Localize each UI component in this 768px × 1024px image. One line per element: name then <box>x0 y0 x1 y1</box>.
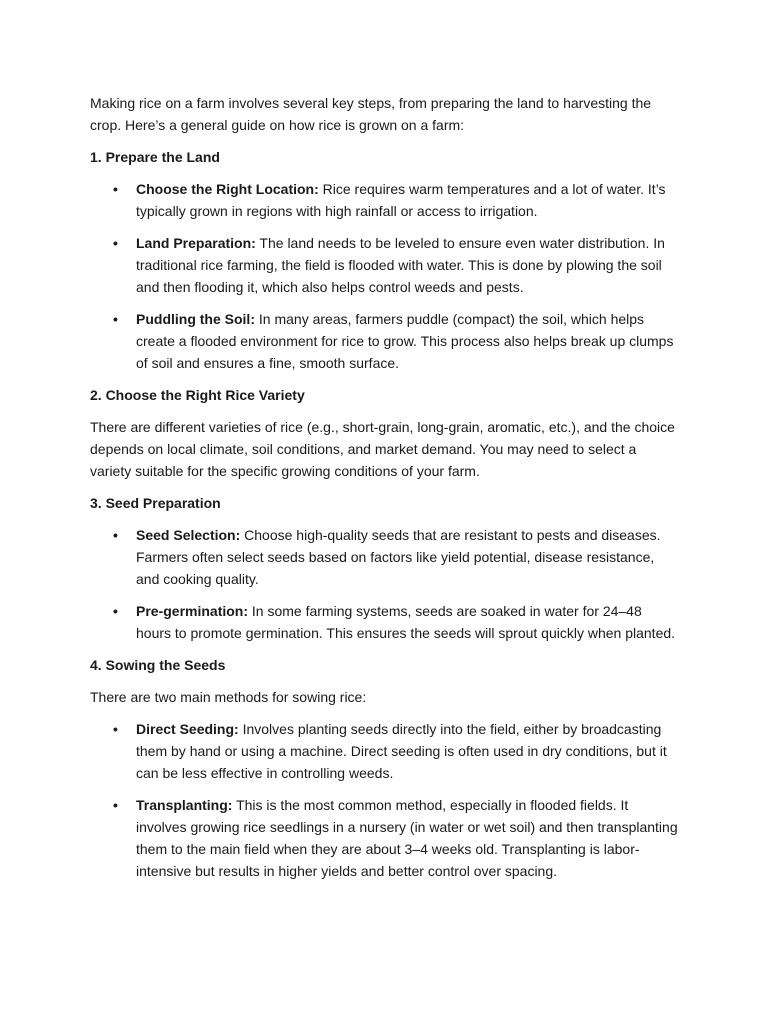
bullet-icon: • <box>113 311 118 327</box>
bullet-list-prepare-land <box>90 178 680 374</box>
bullet-icon: • <box>113 181 118 197</box>
section-heading-seed-preparation: 3. Seed Preparation <box>90 495 221 511</box>
list-item-text: Choose high-quality seeds that are resistant to pests and diseases. Farmers often select seeds based on factors like yield potential, disease resistance, and cooking quality. <box>136 527 661 587</box>
list-item <box>90 524 680 590</box>
list-item-term: Choose the Right Location: <box>136 181 319 197</box>
list-item-term: Direct Seeding: <box>136 721 239 737</box>
section-paragraph-sowing-seeds: There are two main methods for sowing rice: <box>90 689 367 705</box>
section-heading-prepare-land: 1. Prepare the Land <box>90 149 220 165</box>
bullet-icon: • <box>113 797 118 813</box>
list-item-text: In some farming systems, seeds are soaked in water for 24–48 hours to promote germination. This ensures the seeds will sprout quickly when planted. <box>136 603 676 641</box>
list-item <box>90 794 680 882</box>
list-item-term: Transplanting: <box>136 797 233 813</box>
list-item-term: Land Preparation: <box>136 235 256 251</box>
bullet-icon: • <box>113 603 118 619</box>
list-item-term: Pre-germination: <box>136 603 249 619</box>
bullet-icon: • <box>113 721 118 737</box>
intro-paragraph: Making rice on a farm involves several key steps, from preparing the land to harvesting the crop. Here’s a general guide on how rice is grown on a farm: <box>90 95 652 133</box>
list-item-term: Seed Selection: <box>136 527 241 543</box>
bullet-icon: • <box>113 235 118 251</box>
list-item <box>90 232 680 298</box>
list-item <box>90 600 680 644</box>
list-item-text: Rice requires warm temperatures and a lot of water. It’s typically grown in regions with high rainfall or access to irrigation. <box>136 181 666 219</box>
list-item <box>90 178 680 222</box>
list-item-text: This is the most common method, especially in flooded fields. It involves growing rice seedlings in a nursery (in water or wet soil) and then transplanting them to the main field when they are about 3–4 weeks old. Transplanting is labor-intensive but results in higher yields and better control over spacing. <box>136 797 678 879</box>
list-item-text: In many areas, farmers puddle (compact) the soil, which helps create a flooded environment for rice to grow. This process also helps break up clumps of soil and ensures a fine, smooth surface. <box>136 311 674 371</box>
list-item-text: The land needs to be leveled to ensure even water distribution. In traditional rice farming, the field is flooded with water. This is done by plowing the soil and then flooding it, which also helps control weeds and pests. <box>136 235 665 295</box>
list-item <box>90 718 680 784</box>
bullet-icon: • <box>113 527 118 543</box>
document-page <box>90 92 680 892</box>
section-heading-sowing-seeds: 4. Sowing the Seeds <box>90 657 226 673</box>
list-item <box>90 308 680 374</box>
section-heading-rice-variety: 2. Choose the Right Rice Variety <box>90 387 305 403</box>
section-paragraph-rice-variety: There are different varieties of rice (e.g., short-grain, long-grain, aromatic, etc.), and the choice depends on local climate, soil conditions, and market demand. You may need to select a variety suitable for the specific growing conditions of your farm. <box>90 419 675 479</box>
bullet-list-seed-preparation <box>90 524 680 644</box>
bullet-list-sowing-seeds <box>90 718 680 882</box>
list-item-term: Puddling the Soil: <box>136 311 255 327</box>
list-item-text: Involves planting seeds directly into the field, either by broadcasting them by hand or using a machine. Direct seeding is often used in dry conditions, but it can be less effective in controlling weeds. <box>136 721 667 781</box>
